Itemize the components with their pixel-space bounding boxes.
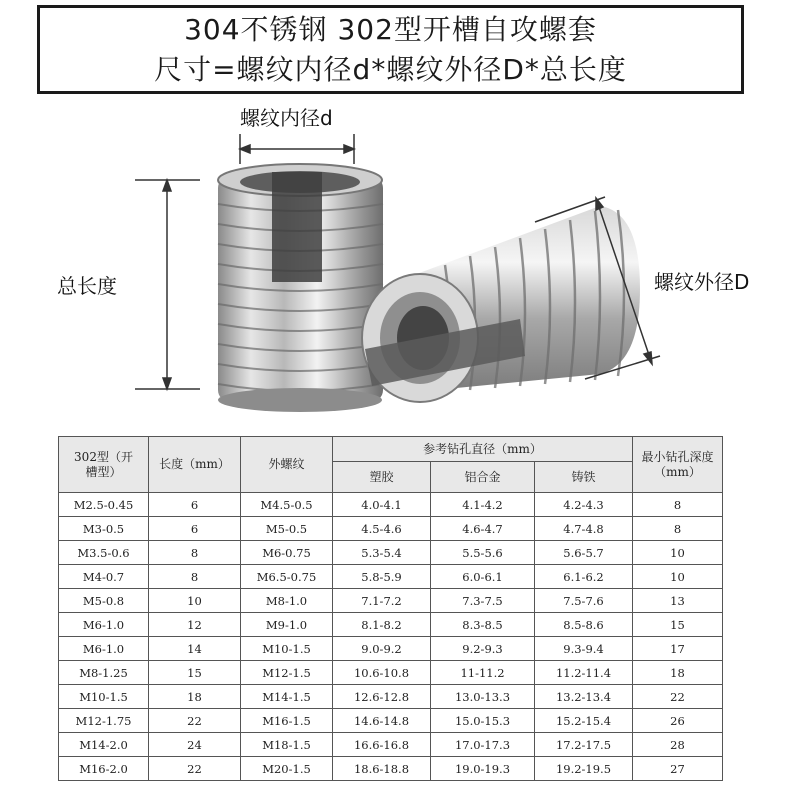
cell-depth: 27 bbox=[633, 757, 723, 781]
cell-aluminum: 19.0-19.3 bbox=[431, 757, 535, 781]
cell-plastic: 5.8-5.9 bbox=[333, 565, 431, 589]
cell-thread: M9-1.0 bbox=[241, 613, 333, 637]
cell-aluminum: 6.0-6.1 bbox=[431, 565, 535, 589]
cell-aluminum: 5.5-5.6 bbox=[431, 541, 535, 565]
cell-aluminum: 4.6-4.7 bbox=[431, 517, 535, 541]
cell-model: M16-2.0 bbox=[59, 757, 149, 781]
cell-castiron: 9.3-9.4 bbox=[535, 637, 633, 661]
cell-aluminum: 11-11.2 bbox=[431, 661, 535, 685]
cell-plastic: 5.3-5.4 bbox=[333, 541, 431, 565]
inner-diameter-label: 螺纹内径d bbox=[240, 106, 333, 130]
cell-plastic: 18.6-18.8 bbox=[333, 757, 431, 781]
cell-model: M4-0.7 bbox=[59, 565, 149, 589]
cell-model: M6-1.0 bbox=[59, 637, 149, 661]
cell-castiron: 8.5-8.6 bbox=[535, 613, 633, 637]
cell-thread: M5-0.5 bbox=[241, 517, 333, 541]
cell-thread: M18-1.5 bbox=[241, 733, 333, 757]
cell-depth: 28 bbox=[633, 733, 723, 757]
cell-length: 22 bbox=[149, 757, 241, 781]
upright-insert bbox=[218, 164, 383, 412]
cell-length: 12 bbox=[149, 613, 241, 637]
cell-plastic: 4.0-4.1 bbox=[333, 493, 431, 517]
cell-castiron: 19.2-19.5 bbox=[535, 757, 633, 781]
cell-plastic: 7.1-7.2 bbox=[333, 589, 431, 613]
table-row bbox=[59, 517, 723, 541]
header-thread: 外螺纹 bbox=[241, 437, 333, 493]
cell-aluminum: 7.3-7.5 bbox=[431, 589, 535, 613]
cell-plastic: 9.0-9.2 bbox=[333, 637, 431, 661]
title-box bbox=[37, 5, 744, 94]
cell-thread: M10-1.5 bbox=[241, 637, 333, 661]
cell-length: 8 bbox=[149, 565, 241, 589]
cell-model: M5-0.8 bbox=[59, 589, 149, 613]
cell-depth: 8 bbox=[633, 517, 723, 541]
cell-depth: 15 bbox=[633, 613, 723, 637]
header-castiron: 铸铁 bbox=[535, 462, 633, 493]
cell-model: M10-1.5 bbox=[59, 685, 149, 709]
cell-model: M3.5-0.6 bbox=[59, 541, 149, 565]
cell-length: 18 bbox=[149, 685, 241, 709]
header-drill-diameter: 参考钻孔直径（mm） bbox=[333, 437, 633, 462]
cell-thread: M20-1.5 bbox=[241, 757, 333, 781]
table-header-row bbox=[59, 437, 723, 462]
table-row bbox=[59, 685, 723, 709]
cell-depth: 17 bbox=[633, 637, 723, 661]
cell-castiron: 13.2-13.4 bbox=[535, 685, 633, 709]
cell-aluminum: 4.1-4.2 bbox=[431, 493, 535, 517]
cell-length: 6 bbox=[149, 493, 241, 517]
table-row bbox=[59, 733, 723, 757]
cell-thread: M8-1.0 bbox=[241, 589, 333, 613]
product-diagram bbox=[0, 94, 800, 434]
cell-length: 22 bbox=[149, 709, 241, 733]
spec-table bbox=[58, 436, 723, 781]
cell-depth: 26 bbox=[633, 709, 723, 733]
table-row bbox=[59, 637, 723, 661]
outer-diameter-label: 螺纹外径D bbox=[654, 270, 750, 294]
size-formula: 尺寸=螺纹内径d*螺纹外径D*总长度 bbox=[154, 53, 627, 86]
cell-thread: M6.5-0.75 bbox=[241, 565, 333, 589]
cell-plastic: 8.1-8.2 bbox=[333, 613, 431, 637]
cell-depth: 13 bbox=[633, 589, 723, 613]
inner-diameter-dimension bbox=[240, 134, 354, 164]
cell-model: M6-1.0 bbox=[59, 613, 149, 637]
cell-thread: M6-0.75 bbox=[241, 541, 333, 565]
cell-castiron: 17.2-17.5 bbox=[535, 733, 633, 757]
cell-depth: 8 bbox=[633, 493, 723, 517]
cell-aluminum: 9.2-9.3 bbox=[431, 637, 535, 661]
cell-model: M2.5-0.45 bbox=[59, 493, 149, 517]
cell-thread: M16-1.5 bbox=[241, 709, 333, 733]
cell-aluminum: 13.0-13.3 bbox=[431, 685, 535, 709]
cell-depth: 10 bbox=[633, 541, 723, 565]
cell-depth: 18 bbox=[633, 661, 723, 685]
cell-length: 8 bbox=[149, 541, 241, 565]
cell-castiron: 4.7-4.8 bbox=[535, 517, 633, 541]
cell-length: 15 bbox=[149, 661, 241, 685]
cell-plastic: 16.6-16.8 bbox=[333, 733, 431, 757]
cell-castiron: 6.1-6.2 bbox=[535, 565, 633, 589]
table-row bbox=[59, 565, 723, 589]
lying-insert bbox=[362, 206, 640, 402]
cell-aluminum: 8.3-8.5 bbox=[431, 613, 535, 637]
cell-plastic: 14.6-14.8 bbox=[333, 709, 431, 733]
cell-length: 24 bbox=[149, 733, 241, 757]
cell-thread: M12-1.5 bbox=[241, 661, 333, 685]
header-length: 长度（mm） bbox=[149, 437, 241, 493]
cell-castiron: 15.2-15.4 bbox=[535, 709, 633, 733]
cell-castiron: 5.6-5.7 bbox=[535, 541, 633, 565]
total-length-dimension bbox=[135, 180, 200, 389]
cell-depth: 22 bbox=[633, 685, 723, 709]
table-row bbox=[59, 709, 723, 733]
header-min-depth: 最小钻孔深度（mm） bbox=[633, 437, 723, 493]
cell-castiron: 4.2-4.3 bbox=[535, 493, 633, 517]
total-length-label: 总长度 bbox=[57, 274, 117, 298]
cell-model: M3-0.5 bbox=[59, 517, 149, 541]
cell-castiron: 7.5-7.6 bbox=[535, 589, 633, 613]
cell-aluminum: 17.0-17.3 bbox=[431, 733, 535, 757]
cell-length: 6 bbox=[149, 517, 241, 541]
table-row bbox=[59, 493, 723, 517]
table-row bbox=[59, 661, 723, 685]
cell-depth: 10 bbox=[633, 565, 723, 589]
cell-castiron: 11.2-11.4 bbox=[535, 661, 633, 685]
cell-aluminum: 15.0-15.3 bbox=[431, 709, 535, 733]
cell-model: M8-1.25 bbox=[59, 661, 149, 685]
cell-length: 10 bbox=[149, 589, 241, 613]
cell-thread: M14-1.5 bbox=[241, 685, 333, 709]
table-body bbox=[59, 493, 723, 781]
header-model: 302型（开槽型） bbox=[59, 437, 149, 493]
cell-thread: M4.5-0.5 bbox=[241, 493, 333, 517]
cell-model: M14-2.0 bbox=[59, 733, 149, 757]
cell-length: 14 bbox=[149, 637, 241, 661]
table-row bbox=[59, 757, 723, 781]
product-title: 304不锈钢 302型开槽自攻螺套 bbox=[184, 13, 597, 46]
cell-model: M12-1.75 bbox=[59, 709, 149, 733]
header-plastic: 塑胶 bbox=[333, 462, 431, 493]
table-row bbox=[59, 613, 723, 637]
table-row bbox=[59, 541, 723, 565]
cell-plastic: 4.5-4.6 bbox=[333, 517, 431, 541]
cell-plastic: 10.6-10.8 bbox=[333, 661, 431, 685]
threaded-insert-illustration bbox=[0, 94, 800, 434]
table-row bbox=[59, 589, 723, 613]
cell-plastic: 12.6-12.8 bbox=[333, 685, 431, 709]
header-aluminum: 铝合金 bbox=[431, 462, 535, 493]
